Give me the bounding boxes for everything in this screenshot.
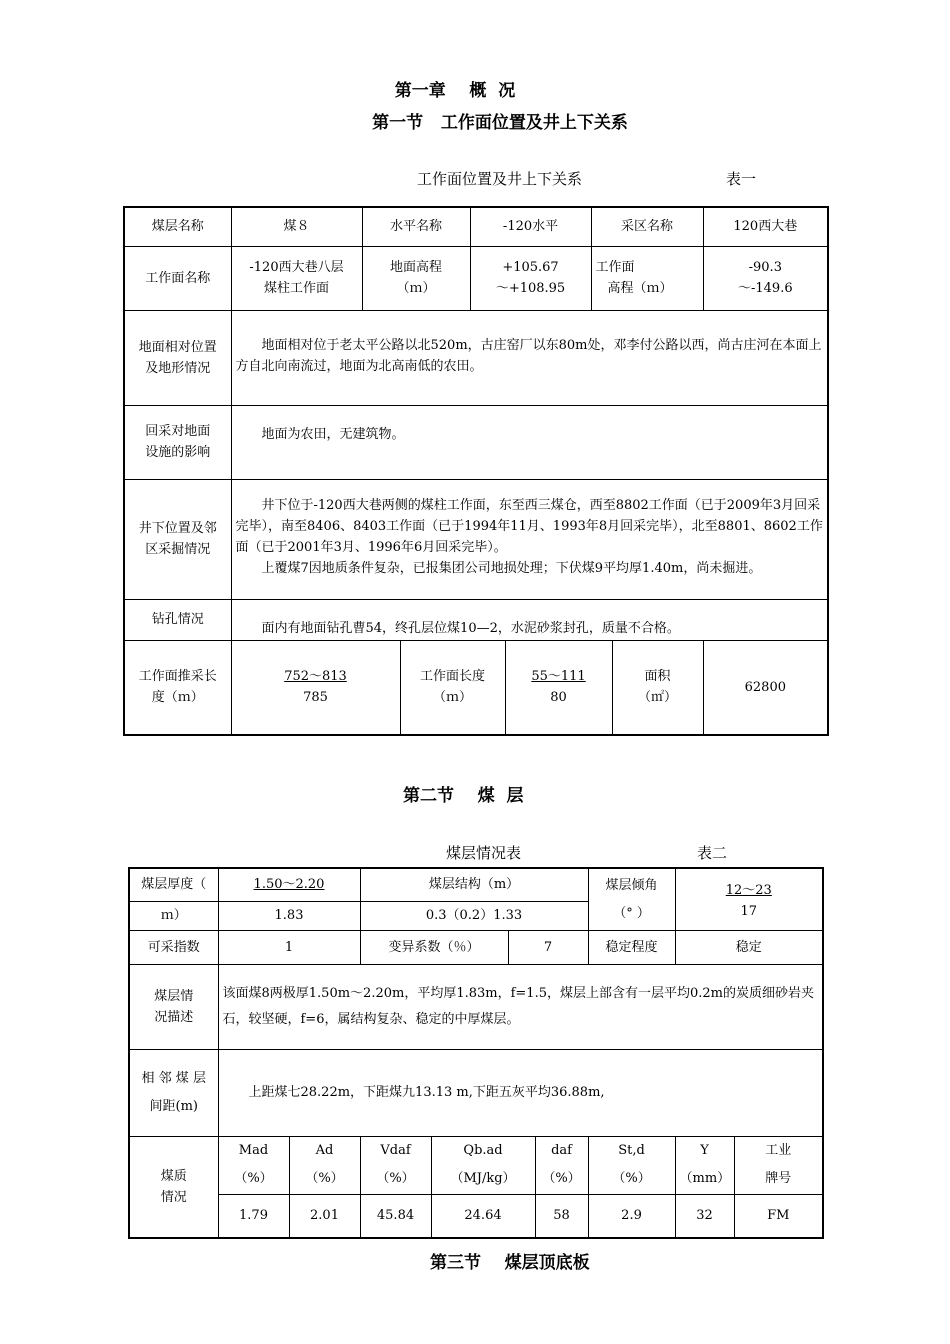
surface-impact-label-line2: 设施的影响 <box>145 445 211 460</box>
area-label-line1: 面积 <box>644 669 671 685</box>
underground-text-para2: 上覆煤7因地质条件复杂，已报集团公司地损处理；下伏煤9平均厚1.40m，尚未掘进。 <box>261 560 762 576</box>
chapter-title: 第一章 概 况 <box>394 81 516 101</box>
terrain-text: 地面相对位于老太平公路以北520m，古庄窑厂以东80m处，邓李付公路以西，尚古庄河在本面上方自北向南流过，地面为北高南低的农田。 <box>231 310 828 405</box>
t2-row-thickness-1 <box>129 868 823 901</box>
stability-label: 稳定程度 <box>588 930 675 964</box>
quality-header-unit: （mm） <box>679 1171 731 1186</box>
variation-label: 变异系数（％） <box>360 930 508 964</box>
ground-elev-label-line2: （ｍ） <box>396 281 436 296</box>
dip-range: 12～23 <box>725 883 772 898</box>
quality-value: 1.79 <box>218 1194 289 1238</box>
quality-header <box>218 1136 289 1194</box>
thickness-average: 1.83 <box>218 901 360 930</box>
section3-title: 第三节 煤层顶底板 <box>430 1253 590 1273</box>
adjacent-label-line1: 相 邻 煤 层 <box>141 1070 206 1086</box>
quality-header-unit: 牌号 <box>765 1171 792 1186</box>
push-length-range: 752～813 <box>284 669 347 685</box>
face-name-line1: -120西大巷八层 <box>249 260 344 275</box>
quality-label-line1: 煤质 <box>160 1168 187 1184</box>
surface-impact-text: 地面为农田，无建筑物。 <box>231 405 828 479</box>
structure-label: 煤层结构（m） <box>360 868 588 901</box>
push-length-value <box>231 640 400 735</box>
quality-header-name: Y <box>700 1143 709 1158</box>
variation-value: 7 <box>508 930 588 964</box>
quality-header-name: daf <box>551 1143 572 1158</box>
area-label <box>612 640 703 735</box>
thickness-label-line1: 煤层厚度（ <box>129 868 218 901</box>
face-length-label-line1: 工作面长度 <box>420 669 486 685</box>
underground-label-line2: 区采掘情况 <box>145 542 211 557</box>
table1-caption: 工作面位置及井上下关系 <box>417 170 583 188</box>
quality-header <box>588 1136 675 1194</box>
face-length-label <box>400 640 505 735</box>
quality-header-name: Ad <box>315 1143 334 1158</box>
push-length-label <box>124 640 231 735</box>
quality-label-line2: 情况 <box>160 1189 187 1205</box>
t2-row-description <box>129 964 823 1049</box>
quality-value: FM <box>734 1194 823 1238</box>
quality-label <box>129 1136 218 1238</box>
description-label-line2: 况描述 <box>154 1009 194 1025</box>
quality-header-unit: （%） <box>376 1171 415 1186</box>
surface-impact-label <box>124 405 231 479</box>
adjacent-text: 上距煤七28.22m，下距煤九13.13 m,下距五灰平均36.88m, <box>218 1049 823 1136</box>
quality-header-unit: （%） <box>612 1171 651 1186</box>
t1-row-elevation <box>124 246 828 310</box>
dip-label-line2: （° ） <box>613 905 650 921</box>
quality-header <box>535 1136 588 1194</box>
table2-number: 表二 <box>697 844 728 862</box>
section1-title: 第一节 工作面位置及井上下关系 <box>372 113 628 133</box>
face-elev-value-line2: ～-149.6 <box>738 281 793 296</box>
dip-label-line1: 煤层倾角 <box>605 877 658 893</box>
quality-header-name: Vdaf <box>380 1143 411 1158</box>
quality-header-name: Qb.ad <box>463 1143 503 1158</box>
stability-value: 稳定 <box>675 930 823 964</box>
t1-row-surface-impact <box>124 405 828 479</box>
t1-cell: 煤层名称 <box>124 207 231 246</box>
quality-header-name: Mad <box>238 1143 269 1158</box>
t1-row-terrain <box>124 310 828 405</box>
face-name-label: 工作面名称 <box>124 246 231 310</box>
mineable-label: 可采指数 <box>129 930 218 964</box>
dip-average: 17 <box>740 904 758 919</box>
face-elev-value-line1: -90.3 <box>748 260 782 275</box>
face-elev-label-line1: 工作面 <box>595 260 635 275</box>
quality-value: 45.84 <box>360 1194 431 1238</box>
section2-title: 第二节 煤 层 <box>403 786 524 806</box>
quality-header <box>431 1136 535 1194</box>
ground-elev-label <box>362 246 470 310</box>
quality-header <box>289 1136 360 1194</box>
t1-row-basic <box>124 207 828 246</box>
quality-header-unit: （MJ/kg） <box>450 1171 516 1186</box>
push-length-average: 785 <box>303 690 328 706</box>
face-length-label-line2: （ｍ） <box>433 690 473 706</box>
structure-value: 0.3（0.2）1.33 <box>360 901 588 930</box>
borehole-text: 面内有地面钻孔曹54，终孔层位煤10—2，水泥砂浆封孔，质量不合格。 <box>231 599 828 640</box>
push-length-label-line2: 度（ｍ） <box>151 690 204 706</box>
underground-label-line1: 井下位置及邻 <box>138 521 217 536</box>
face-elev-label-line2: 高程（ｍ） <box>607 281 673 296</box>
push-length-label-line1: 工作面推采长 <box>138 669 217 685</box>
face-name-line2: 煤柱工作面 <box>264 281 330 296</box>
t2-row-adjacent <box>129 1049 823 1136</box>
face-elev-label <box>591 246 703 310</box>
coal-seam-table <box>128 867 824 1239</box>
adjacent-label-line2: 间距(m) <box>149 1098 198 1114</box>
quality-header-unit: （%） <box>542 1171 581 1186</box>
quality-header <box>360 1136 431 1194</box>
t1-cell: 采区名称 <box>591 207 703 246</box>
table1-number: 表一 <box>726 170 757 188</box>
t1-row-underground <box>124 479 828 599</box>
surface-impact-label-line1: 回采对地面 <box>145 424 211 439</box>
quality-value: 2.01 <box>289 1194 360 1238</box>
quality-header-unit: （%） <box>305 1171 344 1186</box>
face-length-value <box>505 640 612 735</box>
terrain-label-line1: 地面相对位置 <box>138 339 217 355</box>
dip-value <box>675 868 823 930</box>
t1-cell: 煤８ <box>231 207 362 246</box>
terrain-label <box>124 310 231 405</box>
quality-header <box>675 1136 734 1194</box>
t1-cell: -120水平 <box>470 207 591 246</box>
t1-cell: 水平名称 <box>362 207 470 246</box>
ground-elev-label-line1: 地面高程 <box>390 260 443 275</box>
dip-label <box>588 868 675 930</box>
mineable-value: 1 <box>218 930 360 964</box>
ground-elev-value-line2: ～+108.95 <box>495 281 566 296</box>
borehole-label: 钻孔情况 <box>124 599 231 640</box>
ground-elev-value-line1: +105.67 <box>502 260 559 275</box>
quality-value: 24.64 <box>431 1194 535 1238</box>
quality-value: 2.9 <box>588 1194 675 1238</box>
face-elev-value <box>703 246 828 310</box>
description-text: 该面煤8两极厚1.50m～2.20m，平均厚1.83m，f=1.5，煤层上部含有一层平均0.2m的炭质细砂岩夹石，较坚硬，f=6，属结构复杂、稳定的中厚煤层。 <box>218 964 823 1049</box>
t2-row-quality-header <box>129 1136 823 1194</box>
quality-header <box>734 1136 823 1194</box>
t1-row-dimensions <box>124 640 828 735</box>
underground-text <box>231 479 828 599</box>
t1-cell: 120西大巷 <box>703 207 828 246</box>
t2-row-quality-values <box>129 1194 823 1238</box>
underground-label <box>124 479 231 599</box>
quality-header-name: St,d <box>618 1143 645 1158</box>
t2-row-indices <box>129 930 823 964</box>
ground-elev-value <box>470 246 591 310</box>
quality-value: 58 <box>535 1194 588 1238</box>
quality-value: 32 <box>675 1194 734 1238</box>
adjacent-label <box>129 1049 218 1136</box>
underground-text-para1: 井下位于-120西大巷两侧的煤柱工作面，东至西三煤仓，西至8802工作面（已于2009年3月回采完毕），南至8406、8403工作面（已于1994年11月、1993年8月回采完毕），北至8801、8602工作面（已于2001年3月、1996年6月回采完毕）。 <box>235 497 823 555</box>
thickness-range: 1.50～2.20 <box>218 868 360 901</box>
face-length-average: 80 <box>550 690 567 706</box>
quality-header-name: 工业 <box>765 1143 792 1158</box>
table2-caption: 煤层情况表 <box>446 844 522 862</box>
work-face-table <box>123 206 829 736</box>
terrain-label-line2: 及地形情况 <box>145 360 211 376</box>
face-length-range: 55～111 <box>531 669 586 685</box>
description-label <box>129 964 218 1049</box>
area-label-line2: （㎡） <box>638 690 678 706</box>
area-value: 62800 <box>703 640 828 735</box>
t1-row-borehole <box>124 599 828 640</box>
thickness-label-line2: ｍ） <box>129 901 218 930</box>
description-label-line1: 煤层情 <box>154 988 194 1004</box>
face-name-cell <box>231 246 362 310</box>
quality-header-unit: （%） <box>234 1171 273 1186</box>
